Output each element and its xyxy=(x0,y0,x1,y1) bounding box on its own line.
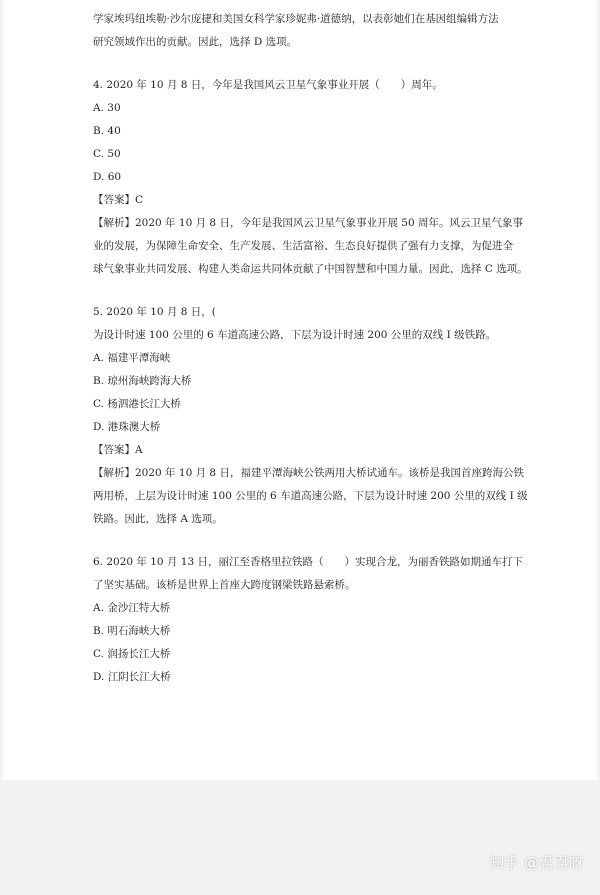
document-page xyxy=(3,0,597,780)
question-4 xyxy=(93,74,528,281)
analysis-line: 【解析】2020 年 10 月 8 日，福建平潭海峡公铁两用大桥试通车。该桥是我国首座跨海公铁 xyxy=(93,467,524,479)
analysis-line: 两用桥，上层为设计时速 100 公里的 6 车道高速公路，下层为设计时速 200 公里的双线 Ⅰ 级 xyxy=(93,490,528,502)
option-b: B. 琼州海峡跨海大桥 xyxy=(93,375,192,387)
option-d: D. 江阴长江大桥 xyxy=(93,671,171,683)
text-line: 研究领域作出的贡献。因此，选择 D 选项。 xyxy=(93,36,298,48)
analysis-line: 业的发展，为保障生命安全、生产发展、生活富裕、生态良好提供了强有力支撑，为促进全 xyxy=(93,240,513,252)
text-line: 学家埃玛纽埃勒·沙尔庞捷和美国女科学家珍妮弗·道德纳，以表彰她们在基因组编辑方法 xyxy=(93,13,499,25)
option-c: C. 杨泗港长江大桥 xyxy=(93,398,181,410)
option-a: A. 30 xyxy=(93,102,121,114)
analysis-line: 【解析】2020 年 10 月 8 日，今年是我国风云卫星气象事业开展 50 周年。风云卫星气象事 xyxy=(93,217,523,229)
answer-label: 【答案】C xyxy=(93,194,144,206)
analysis-line: 铁路。因此，选择 A 选项。 xyxy=(93,513,223,525)
question-stem: 5. 2020 年 10 月 8 日，( xyxy=(93,306,216,318)
question-stem: 4. 2020 年 10 月 8 日，今年是我国风云卫星气象事业开展（ ）周年。 xyxy=(93,79,443,91)
question-stem: 为设计时速 100 公里的 6 车道高速公路，下层为设计时速 200 公里的双线 Ⅰ 级铁路。 xyxy=(93,329,497,341)
question-5 xyxy=(93,301,528,531)
document-content xyxy=(93,8,528,689)
intro-paragraph xyxy=(93,8,523,54)
option-c: C. 50 xyxy=(93,148,121,160)
option-b: B. 明石海峡大桥 xyxy=(93,625,171,637)
question-6 xyxy=(93,551,523,689)
option-c: C. 润扬长江大桥 xyxy=(93,648,171,660)
answer-label: 【答案】A xyxy=(93,444,143,456)
option-a: A. 金沙江特大桥 xyxy=(93,602,171,614)
option-b: B. 40 xyxy=(93,125,121,137)
option-d: D. 60 xyxy=(93,171,122,183)
watermark-text: 知乎 @君君呀 xyxy=(489,854,584,872)
analysis-line: 球气象事业共同发展、构建人类命运共同体贡献了中国智慧和中国力量。因此，选择 C 选项。 xyxy=(93,263,528,275)
question-stem: 6. 2020 年 10 月 13 日，丽江至香格里拉铁路（ ）实现合龙，为丽香铁路如期通车打下 xyxy=(93,556,523,568)
question-stem: 了坚实基础。该桥是世界上首座大跨度钢梁铁路悬索桥。 xyxy=(93,579,356,591)
option-a: A. 福建平潭海峡 xyxy=(93,352,171,364)
option-d: D. 港珠澳大桥 xyxy=(93,421,161,433)
